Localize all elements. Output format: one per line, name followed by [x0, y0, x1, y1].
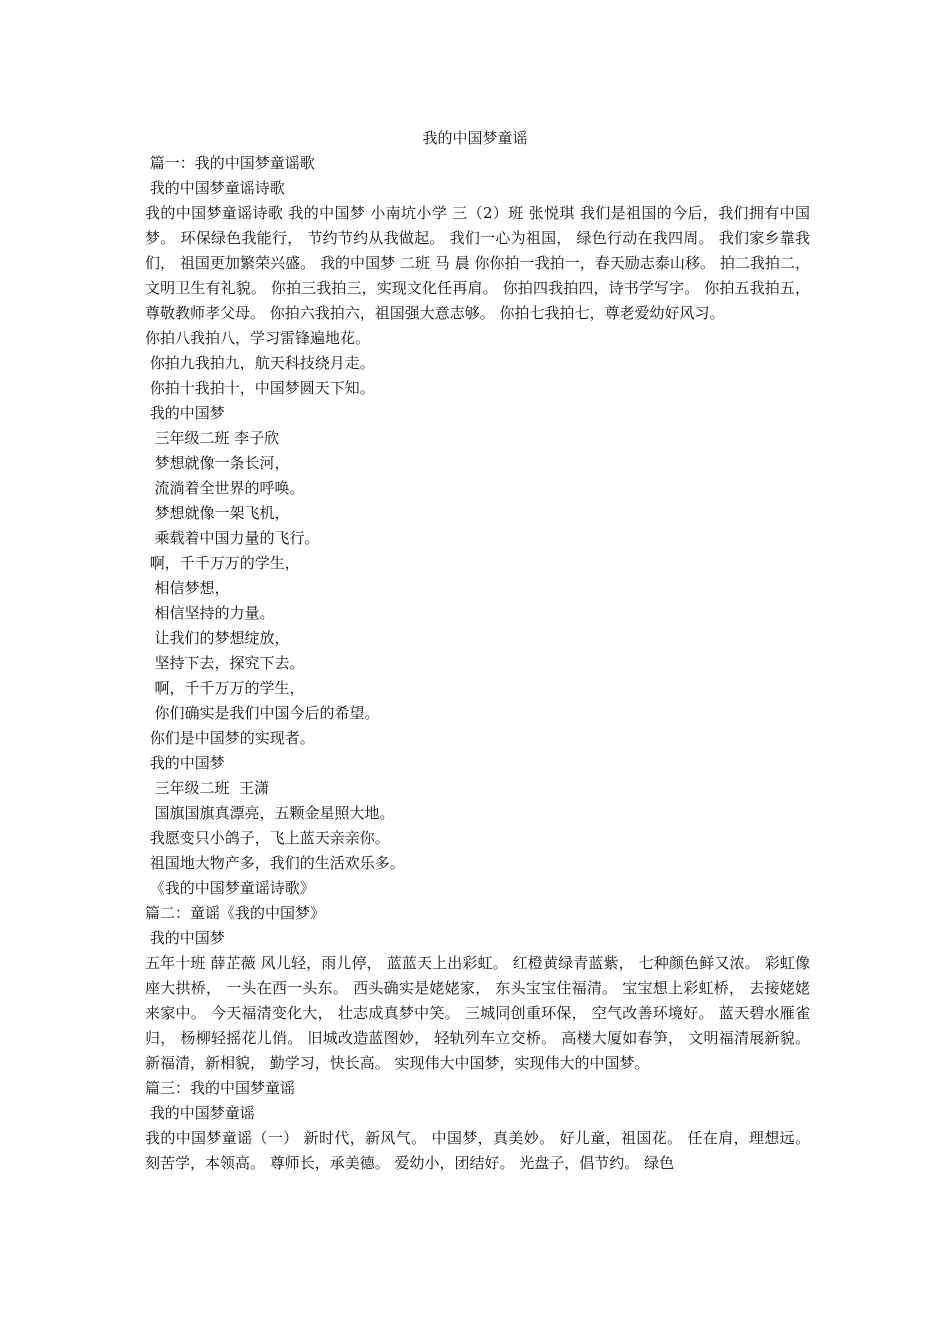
document-title: 我的中国梦童谣 — [422, 129, 528, 147]
text-line: 你拍八我拍八，学习雷锋遍地花。 — [145, 329, 371, 347]
text-line: 我的中国梦 — [145, 929, 225, 947]
text-line: 梦想就像一架飞机， — [145, 504, 290, 522]
paragraph: 五年十班 薛芷薇 风儿轻，雨儿停， 蓝蓝天上出彩虹。 红橙黄绿青蓝紫， 七种颜色鲜又浓。 彩虹像座大拱桥， 一头在西一头东。 西头确实是姥姥家， 东头宝宝住福清。 宝宝想上彩虹桥， 去接姥姥来家中。 今天福清变化大， 壮志成真梦中笑。 三城同创重环保， 空气改善环境好。 蓝天碧水雁雀归， 杨柳轻摇花儿俏。 旧城改造蓝图妙， 轻轨列车立交桥。 高楼大厦如春笋， 文明福清展新貌。 新福清，新相貌， 勤学习，快长高。 实现伟大中国梦，实现伟大的中国梦。 — [145, 954, 810, 1072]
text-line: 篇三：我的中国梦童谣 — [145, 1079, 296, 1097]
text-line: 相信梦想， — [145, 579, 230, 597]
text-line: 我的中国梦 — [145, 404, 225, 422]
text-line: 你们确实是我们中国今后的希望。 — [145, 704, 380, 722]
text-line: 乘载着中国力量的飞行。 — [145, 529, 320, 547]
document-body — [145, 151, 810, 1176]
text-line: 国旗国旗真漂亮，五颗金星照大地。 — [145, 804, 395, 822]
text-line: 你拍九我拍九，航天科技绕月走。 — [145, 354, 375, 372]
text-line: 让我们的梦想绽放， — [145, 629, 290, 647]
text-line: 我的中国梦童谣 — [145, 1104, 255, 1122]
paragraph: 我的中国梦童谣（一） 新时代，新风气。 中国梦，真美妙。 好儿童，祖国花。 任在肩，理想远。 刻苦学，本领高。 尊师长，承美德。 爱幼小，团结好。 光盘子，倡节约。 绿色 — [145, 1129, 810, 1172]
text-line: 流淌着全世界的呼唤。 — [145, 479, 305, 497]
text-line: 三年级二班 王潇 — [145, 779, 270, 797]
text-line: 梦想就像一条长河， — [145, 454, 290, 472]
text-line: 啊，千千万万的学生， — [145, 554, 300, 572]
text-line: 相信坚持的力量。 — [145, 604, 275, 622]
text-line: 我的中国梦 — [145, 754, 225, 772]
paragraph: 我的中国梦童谣诗歌 我的中国梦 小南坑小学 三（2）班 张悦琪 我们是祖国的今后，我们拥有中国梦。 环保绿色我能行， 节约节约从我做起。 我们一心为祖国， 绿色行动在我四周。 我们家乡靠我们， 祖国更加繁荣兴盛。 我的中国梦 二班 马 晨 你你拍一我拍一，春天励志泰山移。 拍二我拍二，文明卫生有礼貌。 你拍三我拍三，实现文化任再肩。 你拍四我拍四，诗书学写字。 你拍五我拍五，尊敬教师孝父母。 你拍六我拍六，祖国强大意志够。 你拍七我拍七，尊老爱幼好风习。 — [145, 204, 810, 322]
text-line: 啊，千千万万的学生， — [145, 679, 305, 697]
text-line: 我的中国梦童谣诗歌 — [145, 179, 285, 197]
text-line: 你们是中国梦的实现者。 — [145, 729, 315, 747]
text-line: 祖国地大物产多，我们的生活欢乐多。 — [145, 854, 405, 872]
text-line: 三年级二班 李子欣 — [145, 429, 280, 447]
text-line: 坚持下去，探究下去。 — [145, 654, 305, 672]
text-line: 我愿变只小鸽子，飞上蓝天亲亲你。 — [145, 829, 390, 847]
text-line: 篇二：童谣《我的中国梦》 — [145, 904, 326, 922]
text-line: 篇一：我的中国梦童谣歌 — [145, 154, 315, 172]
text-line: 《我的中国梦童谣诗歌》 — [145, 879, 315, 897]
text-line: 你拍十我拍十，中国梦圆天下知。 — [145, 379, 375, 397]
